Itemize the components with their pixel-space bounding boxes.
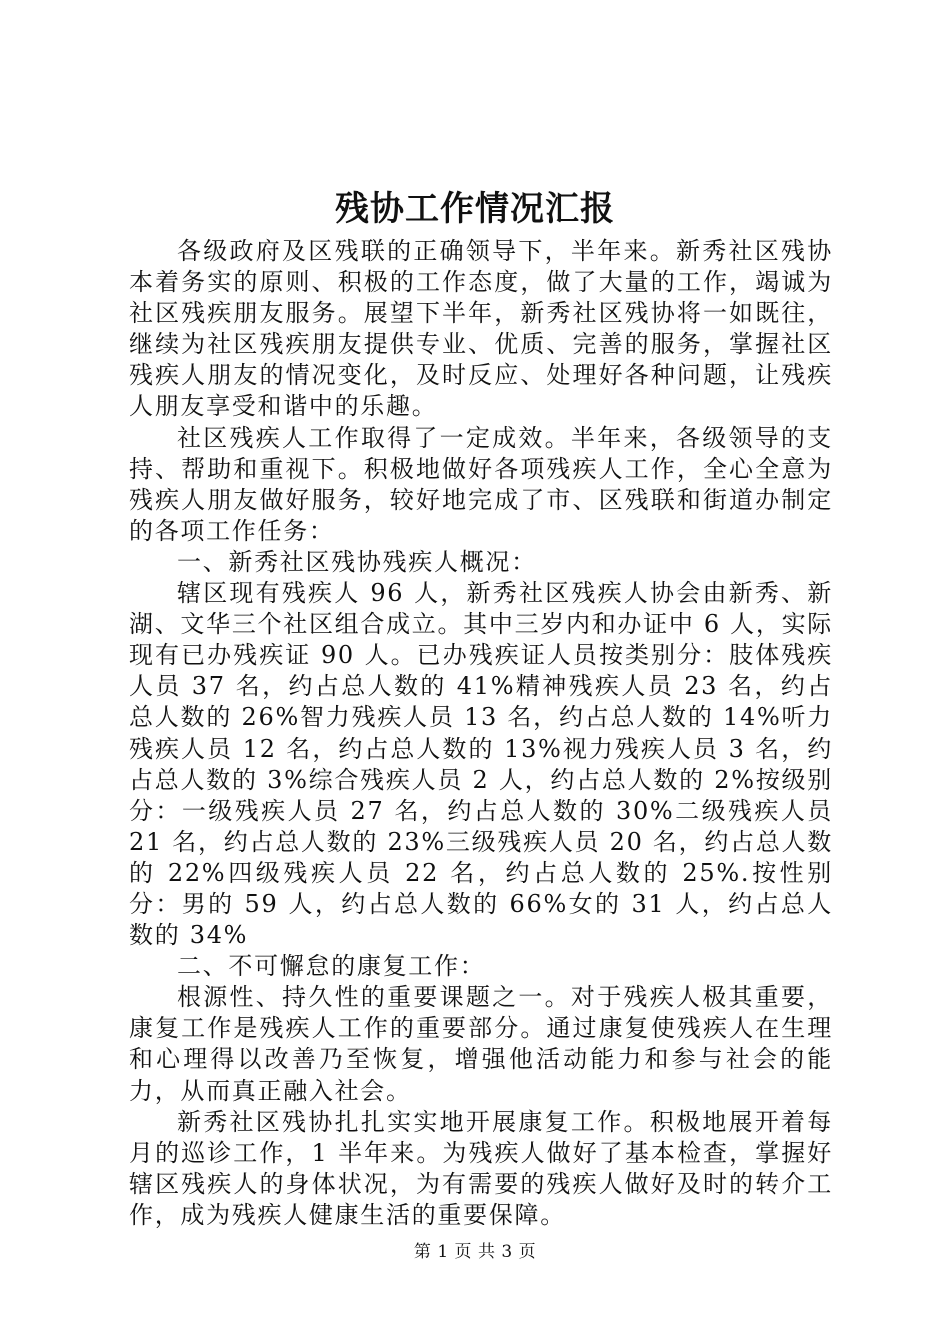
document-body — [129, 236, 833, 1231]
achievement-paragraph: 社区残疾人工作取得了一定成效。半年来，各级领导的支持、帮助和重视下。积极地做好各项残疾人工作，全心全意为残疾人朋友做好服务，较好地完成了市、区残联和街道办制定的各项工作任务： — [129, 423, 833, 545]
statistics-paragraph: 辖区现有残疾人 96 人，新秀社区残疾人协会由新秀、新湖、文华三个社区组合成立。其中三岁内和办证中 6 人，实际现有已办残疾证 90 人。已办残疾证人员按类别分：肢体残疾人员 37 名，约占总人数的 41%精神残疾人员 23 名，约占总人数的 26%智力残疾人员 13 名，约占总人数的 14%听力残疾人员 12 名，约占总人数的 13%视力残疾人员 3 名，约占总人数的 3%综合残疾人员 2 人，约占总人数的 2%按级别分：一级残疾人员 27 名，约占总人数的 30%二级残疾人员 21 名，约占总人数的 23%三级残疾人员 20 名，约占总人数的 22%四级残疾人员 22 名，约占总人数的 25%.按性别分：男的 59 人，约占总人数的 66%女的 31 人，约占总人数的 34% — [129, 579, 833, 950]
section-heading-overview: 一、新秀社区残协残疾人概况： — [177, 547, 537, 576]
document-title: 残协工作情况汇报 — [335, 189, 615, 229]
intro-paragraph: 各级政府及区残联的正确领导下，半年来。新秀社区残协本着务实的原则、积极的工作态度，做了大量的工作，竭诚为社区残疾朋友服务。展望下半年，新秀社区残协将一如既往，继续为社区残疾朋友提供专业、优质、完善的服务，掌握社区残疾人朋友的情况变化，及时反应、处理好各种问题，让残疾人朋友享受和谐中的乐趣。 — [129, 237, 833, 421]
section-heading-rehabilitation: 二、不可懈怠的康复工作： — [177, 952, 486, 981]
page-footer: 第 1 页 共 3 页 — [413, 1242, 537, 1262]
rehabilitation-work-paragraph: 新秀社区残协扎扎实实地开展康复工作。积极地展开着每月的巡诊工作，1 半年来。为残疾人做好了基本检查，掌握好辖区残疾人的身体状况，为有需要的残疾人做好及时的转介工作，成为残疾人健康生活的重要保障。 — [129, 1107, 833, 1229]
rehabilitation-importance-paragraph: 根源性、持久性的重要课题之一。对于残疾人极其重要，康复工作是残疾人工作的重要部分。通过康复使残疾人在生理和心理得以改善乃至恢复，增强他活动能力和参与社会的能力，从而真正融入社会。 — [129, 983, 833, 1105]
